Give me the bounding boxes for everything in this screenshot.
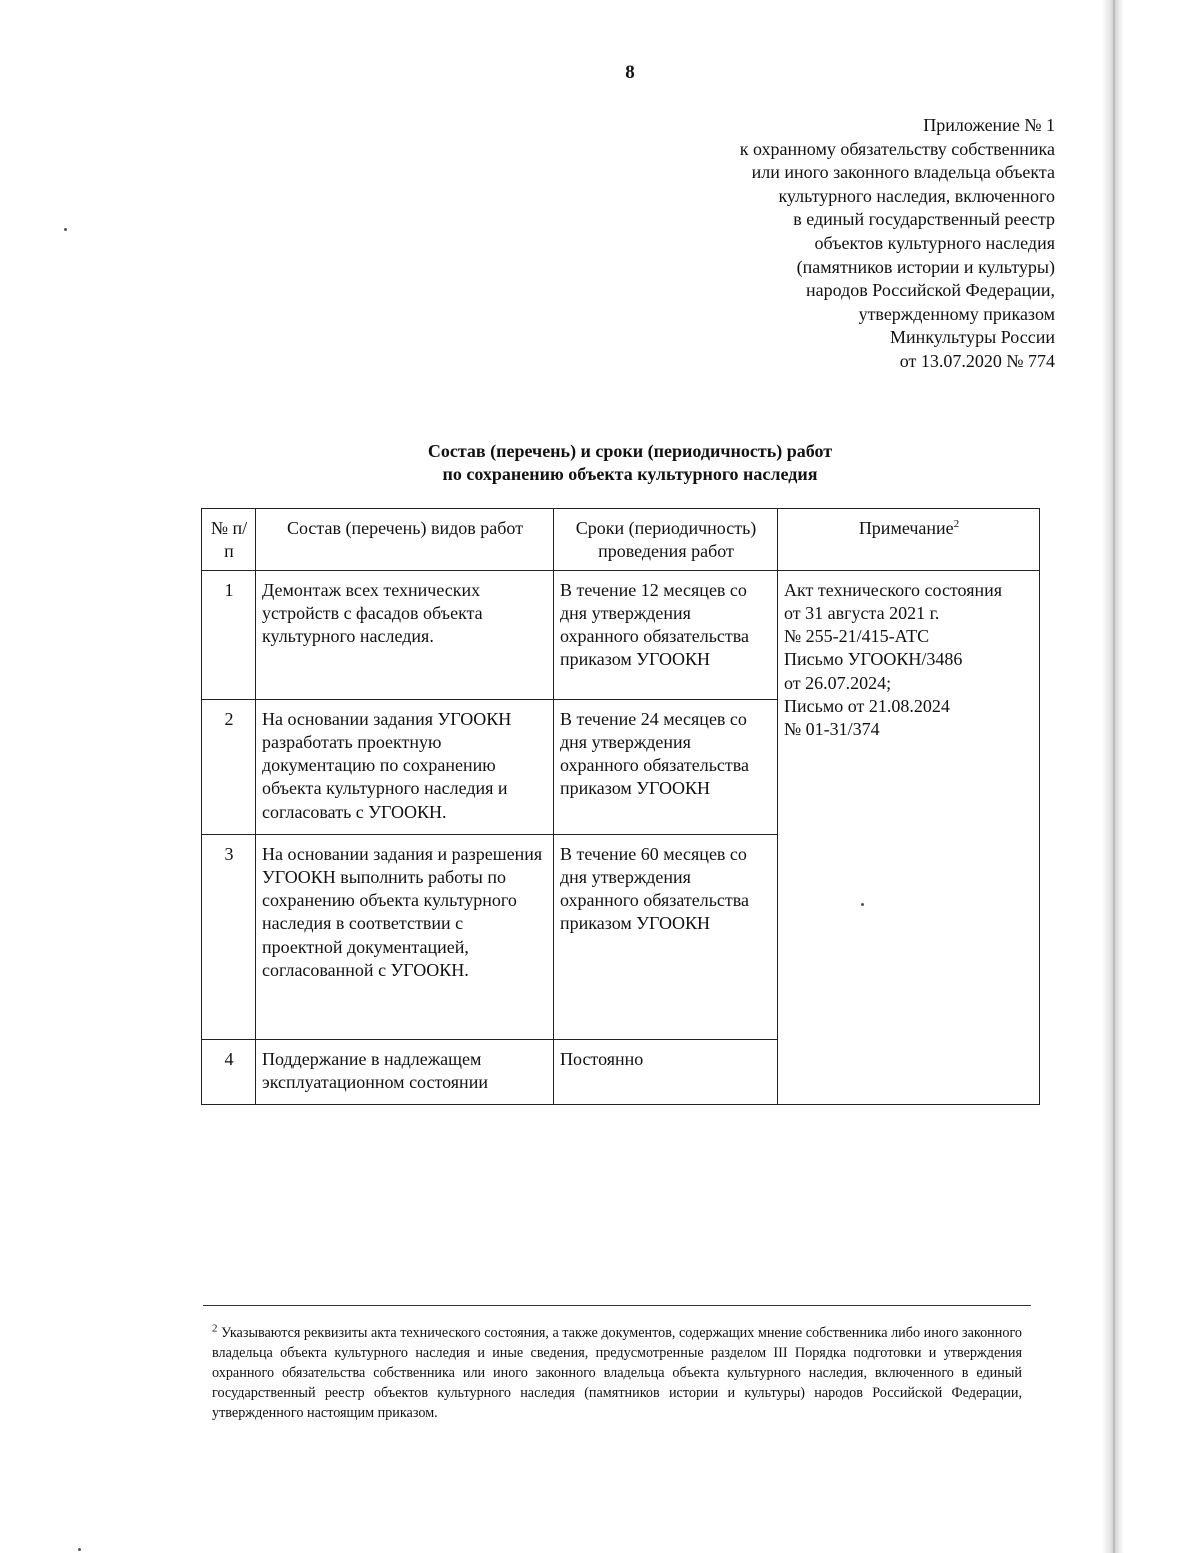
footnote-ref: 2 [953,518,960,530]
scan-speck [78,1548,81,1551]
document-title-line: Состав (перечень) и сроки (периодичность) работ [427,441,833,461]
row-work: Поддержание в надлежащем эксплуатационном состоянии [256,1039,554,1104]
row-term: Постоянно [554,1039,778,1104]
appendix-line: Минкультуры России [890,327,1055,348]
row-work: На основании задания и разрешения УГООКН выполнить работы по сохранению объекта культурного наследия в соответствии с проектной документацией, согласованной с УГООКН. [256,834,554,1039]
header-term: Сроки (периодичность) проведения работ [554,509,778,571]
scan-speck [64,228,67,231]
note-cell [778,570,1040,1104]
row-number: 3 [202,834,256,1039]
note-line: № 255-21/415-АТС [784,626,930,647]
note-line: от 26.07.2024; [784,672,892,693]
header-num: № п/п [202,509,256,571]
row-number: 2 [202,699,256,834]
footnote-text: Указываются реквизиты акта технического состояния, а также документов, содержащих мнение собственника либо иного законного владельца объекта культурного наследия и иные сведения, предусмотренные разделом III Порядка подготовки и утверждения охранного обязательства собственника или иного законного владельца объекта культурного наследия, включенного в единый государственный реестр объектов культурного наследия (памятников истории и культуры) народов Российской Федерации, утвержденного настоящим приказом. [212,1325,1023,1421]
row-work: На основании задания УГООКН разработать проектную документацию по сохранению объекта культурного наследия и согласовать с УГООКН. [256,699,554,834]
note-line: Письмо от 21.08.2024 [784,696,950,717]
footnote-divider [203,1305,1031,1306]
row-number: 4 [202,1039,256,1104]
row-term: В течение 12 месяцев со дня утверждения охранного обязательства приказом УГООКН [554,570,778,699]
note-line: Акт технического состояния [784,579,1003,600]
note-line: Письмо УГООКН/3486 [784,649,963,670]
appendix-line: утвержденному приказом [858,303,1055,324]
document-title-line: по сохранению объекта культурного наследия [442,464,818,484]
appendix-line: народов Российской Федерации, [806,280,1055,301]
table-row [202,570,1040,699]
scan-edge-line [1113,0,1115,1553]
table-header-row [202,509,1040,571]
header-work: Состав (перечень) видов работ [256,509,554,571]
header-note [778,509,1040,571]
document-title [0,440,1200,486]
footnote [212,1323,1022,1423]
appendix-reference [635,114,1055,374]
appendix-line: в единый государственный реестр [793,209,1055,230]
appendix-line: к охранному обязательству собственника [739,138,1055,159]
footnote-marker: 2 [212,1322,218,1335]
row-work: Демонтаж всех технических устройств с фасадов объекта культурного наследия. [256,570,554,699]
appendix-line: от 13.07.2020 № 774 [899,350,1055,371]
row-number: 1 [202,570,256,699]
row-term: В течение 60 месяцев со дня утверждения охранного обязательства приказом УГООКН [554,834,778,1039]
row-term: В течение 24 месяцев со дня утверждения охранного обязательства приказом УГООКН [554,699,778,834]
page-number: 8 [625,62,635,83]
note-line: № 01-31/374 [784,719,880,740]
note-line: от 31 августа 2021 г. [784,602,940,623]
appendix-line: культурного наследия, включенного [778,185,1055,206]
appendix-line: или иного законного владельца объекта [751,162,1055,183]
appendix-line: (памятников истории и культуры) [796,256,1055,277]
header-note-label: Примечание [858,518,954,538]
works-table [201,508,1040,1105]
appendix-line: Приложение № 1 [923,115,1055,135]
appendix-line: объектов культурного наследия [814,232,1055,253]
